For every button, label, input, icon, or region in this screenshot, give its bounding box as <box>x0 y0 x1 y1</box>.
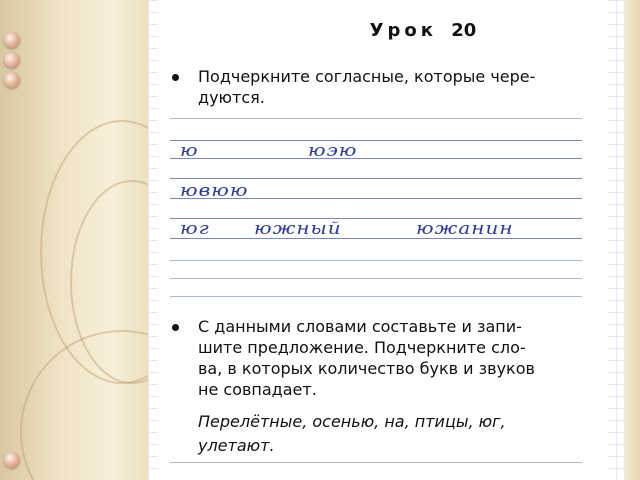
exercise-sheet <box>158 0 608 480</box>
lesson-label: Урок <box>369 20 437 41</box>
task2-word-list <box>198 410 593 458</box>
decorative-swirl <box>20 330 148 480</box>
task2-line: С данными словами составьте и запи- <box>198 317 522 336</box>
decorative-bead <box>4 72 20 88</box>
decorative-bead <box>4 32 20 48</box>
lesson-title <box>158 20 608 41</box>
writing-rule <box>170 296 582 297</box>
handwriting-word: юэю <box>308 139 358 160</box>
workbook-page <box>148 0 624 480</box>
task2-line: не совпадает. <box>198 380 317 399</box>
task2-line: ва, в которых количество букв и звуков <box>198 359 535 378</box>
writing-rule <box>170 278 582 279</box>
handwriting-word: ю <box>180 139 199 160</box>
handwriting-word: юг <box>180 217 210 238</box>
task2-instruction <box>198 316 593 400</box>
decorative-border-left <box>0 0 148 480</box>
handwriting-word: ювюю <box>180 179 249 200</box>
task2-line: шите предложение. Подчеркните сло- <box>198 338 526 357</box>
writing-rule <box>170 462 582 463</box>
decorative-border-right <box>624 0 640 480</box>
handwriting-word: южанин <box>416 217 514 238</box>
task1-bullet <box>172 74 179 81</box>
lesson-number: 20 <box>451 20 477 41</box>
task1-instruction <box>198 66 593 108</box>
writing-rule <box>170 238 582 239</box>
decorative-bead <box>4 452 20 468</box>
sentence-line: улетают. <box>198 436 275 455</box>
writing-rule <box>170 218 582 219</box>
writing-rule <box>170 118 582 119</box>
sentence-line: Перелётные, осенью, на, птицы, юг, <box>198 412 506 431</box>
handwriting-word: южный <box>254 217 342 238</box>
writing-rule <box>170 140 582 141</box>
decorative-bead <box>4 52 20 68</box>
task1-line: дуются. <box>198 88 265 107</box>
task1-line: Подчеркните согласные, которые чере- <box>198 67 536 86</box>
writing-rule <box>170 158 582 159</box>
writing-rule <box>170 260 582 261</box>
task2-bullet <box>172 324 179 331</box>
